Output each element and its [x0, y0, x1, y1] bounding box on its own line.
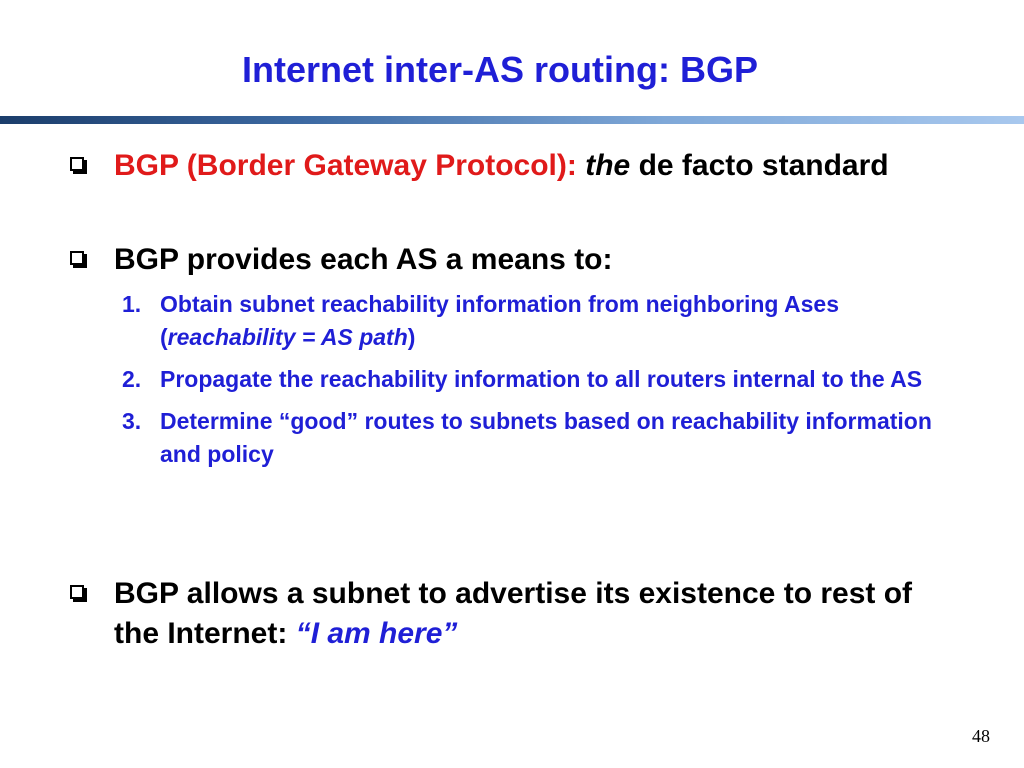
- list-item: [122, 288, 962, 354]
- checkbox-bullet-icon: [70, 157, 84, 171]
- numbered-list: [122, 288, 962, 480]
- slide-title: Internet inter-AS routing: BGP: [242, 49, 758, 90]
- definition-rest: de facto standard: [638, 149, 889, 182]
- list-number: 2.: [122, 366, 142, 392]
- bullet-text: BGP provides each AS a means to:: [114, 243, 613, 276]
- list-item-text: Determine “good” routes to subnets based on reachability information and policy: [160, 408, 932, 467]
- bgp-term: BGP (Border Gateway Protocol):: [114, 149, 577, 182]
- bullet-bgp-advertise: [70, 574, 950, 654]
- page-number: 48: [972, 726, 990, 746]
- advertise-text: BGP allows a subnet to advertise its existence to rest of the Internet:: [114, 577, 913, 650]
- bullet-text: [114, 146, 950, 186]
- bullet-bgp-provides: [70, 240, 950, 280]
- list-number: 3.: [122, 408, 142, 434]
- i-am-here-quote: “I am here”: [295, 617, 458, 650]
- list-item-italic: reachability = AS path: [167, 324, 408, 350]
- bullet-text: [114, 574, 950, 654]
- list-number: 1.: [122, 291, 142, 317]
- checkbox-bullet-icon: [70, 585, 84, 599]
- list-item-text: Propagate the reachability information to all routers internal to the AS: [160, 366, 923, 392]
- list-item: [122, 363, 962, 396]
- checkbox-bullet-icon: [70, 251, 84, 265]
- list-item: [122, 405, 962, 471]
- bullet-bgp-definition: [70, 146, 950, 186]
- list-item-close: ): [407, 324, 416, 350]
- emphasis-the: the: [585, 149, 631, 182]
- title-divider: [0, 116, 1024, 124]
- list-item-text: Obtain subnet reachability information from neighboring Ases (: [160, 291, 839, 350]
